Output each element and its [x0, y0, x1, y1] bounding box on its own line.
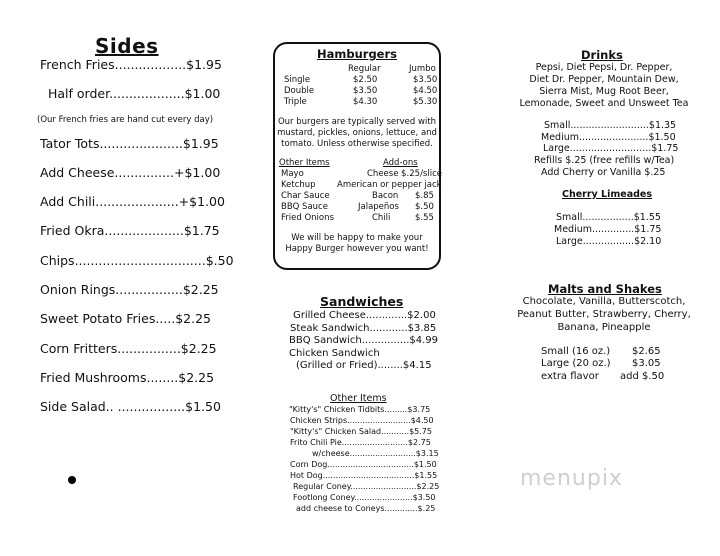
- burger-size: Single: [284, 75, 311, 85]
- menu-item: French Fries..................$1.95: [40, 57, 222, 72]
- menu-item: Side Salad.. .................$1.50: [40, 399, 221, 414]
- menu-item: add cheese to Coneys.............$.25: [296, 504, 436, 513]
- closing-note: We will be happy to make your: [291, 233, 423, 243]
- addon-price: $.85: [415, 191, 434, 201]
- menu-item: Grilled Cheese.............$2.00: [293, 310, 436, 321]
- addon: Chili: [372, 213, 391, 223]
- burger-price-jumbo: $5.30: [413, 97, 438, 107]
- menu-item: w/cheese..........................$3.15: [312, 449, 439, 458]
- closing-note: Happy Burger however you want!: [285, 244, 429, 254]
- burger-description: tomato. Unless otherwise specified.: [281, 139, 433, 149]
- malt-size: Small (16 oz.): [541, 346, 611, 357]
- drink-size: Medium.......................$1.50: [541, 132, 676, 143]
- burger-price-regular: $2.50: [353, 75, 378, 85]
- menu-note: (Our French fries are hand cut every day): [37, 115, 214, 125]
- refills-note: Refills $.25 (free refills w/Tea): [534, 155, 675, 166]
- column-header-regular: Regular: [348, 64, 381, 74]
- menu-item: Corn Fritters................$2.25: [40, 341, 217, 356]
- other-items-title: Other Items: [330, 393, 387, 404]
- malts-title: Malts and Shakes: [548, 282, 662, 296]
- addon-price: $.55: [415, 213, 434, 223]
- malt-size: Large (20 oz.): [541, 358, 611, 369]
- menu-item: Footlong Coney.......................$3.50: [293, 493, 436, 502]
- menu-item: "Kitty's" Chicken Salad...........$5.75: [290, 427, 432, 436]
- sandwiches-title: Sandwiches: [320, 294, 404, 309]
- burger-description: Our burgers are typically served with: [277, 117, 437, 127]
- burger-size: Double: [284, 86, 315, 96]
- malt-flavors: Chocolate, Vanilla, Butterscotch,: [522, 296, 686, 307]
- other-items-heading: Other Items: [279, 158, 330, 168]
- hamburgers-title: Hamburgers: [316, 47, 397, 61]
- column-header-jumbo: Jumbo: [409, 64, 436, 74]
- burger-price-jumbo: $4.50: [413, 86, 438, 96]
- malt-price: add $.50: [620, 371, 665, 382]
- addon: Bacon: [372, 191, 399, 201]
- hamburgers-box: [273, 42, 441, 270]
- drink-list: Sierra Mist, Mug Root Beer,: [539, 86, 669, 97]
- menu-item: "Kitty's" Chicken Tidbits.........$3.75: [289, 405, 431, 414]
- burger-price-regular: $4.30: [353, 97, 378, 107]
- malt-price: $3.05: [632, 358, 661, 369]
- addon: Cheese $.25/slice: [367, 169, 442, 179]
- other-item: BBQ Sauce: [281, 202, 328, 212]
- menu-item: Steak Sandwich............$3.85: [290, 323, 437, 334]
- limeades-title: Cherry Limeades: [562, 189, 653, 200]
- menu-item: Regular Coney..........................$2.25: [293, 482, 440, 491]
- menu-item: Fried Okra....................$1.75: [40, 223, 220, 238]
- menu-item: Add Cheese...............+$1.00: [40, 165, 221, 180]
- drink-size: Large...........................$1.75: [543, 143, 679, 154]
- menupix-watermark: menupix: [520, 466, 623, 491]
- drink-size: Small..........................$1.35: [544, 120, 677, 131]
- menu-item: Hot Dog....................................$1.55: [290, 471, 438, 480]
- malt-flavors: Banana, Pineapple: [557, 322, 651, 333]
- menu-item: BBQ Sandwich...............$4.99: [289, 335, 439, 346]
- limeade-size: Large.................$2.10: [556, 236, 662, 247]
- burger-description: mustard, pickles, onions, lettuce, and: [277, 128, 437, 138]
- limeade-size: Small.................$1.55: [556, 212, 661, 223]
- menu-item: Chips.................................$.50: [40, 253, 234, 268]
- menu-item: Sweet Potato Fries.....$2.25: [40, 311, 211, 326]
- bullet-dot: [68, 476, 76, 484]
- other-item: Mayo: [281, 169, 304, 179]
- addon: American or pepper jack: [337, 180, 442, 190]
- drink-list: Lemonade, Sweet and Unsweet Tea: [519, 98, 689, 109]
- menu-item: Chicken Sandwich: [289, 348, 380, 359]
- sides-title: Sides: [95, 34, 159, 58]
- burger-price-regular: $3.50: [353, 86, 378, 96]
- other-item: Ketchup: [281, 180, 316, 190]
- menu-item: Half order...................$1.00: [48, 86, 221, 101]
- drink-list: Diet Dr. Pepper, Mountain Dew,: [529, 74, 679, 85]
- menu-item: Corn Dog..................................$1.50: [290, 460, 437, 469]
- drinks-title: Drinks: [581, 48, 623, 62]
- addon: Jalapeños: [358, 202, 399, 212]
- malt-size: extra flavor: [541, 371, 599, 382]
- menu-item: Add Chili.....................+$1.00: [40, 194, 225, 209]
- menu-item: Tator Tots.....................$1.95: [40, 136, 219, 151]
- burger-price-jumbo: $3.50: [413, 75, 438, 85]
- other-item: Char Sauce: [281, 191, 330, 201]
- limeade-size: Medium..............$1.75: [554, 224, 662, 235]
- malt-price: $2.65: [632, 346, 661, 357]
- drink-list: Pepsi, Diet Pepsi, Dr. Pepper,: [535, 62, 673, 73]
- addons-heading: Add-ons: [383, 158, 418, 168]
- burger-size: Triple: [284, 97, 307, 107]
- menu-item: Fried Mushrooms........$2.25: [40, 370, 215, 385]
- menu-item: (Grilled or Fried)........$4.15: [296, 360, 432, 371]
- flavor-note: Add Cherry or Vanilla $.25: [541, 167, 666, 178]
- menu-item: Frito Chili Pie..........................$2.75: [290, 438, 431, 447]
- malt-flavors: Peanut Butter, Strawberry, Cherry,: [517, 309, 691, 320]
- other-item: Fried Onions: [281, 213, 334, 223]
- menu-item: Onion Rings.................$2.25: [40, 282, 219, 297]
- menu-item: Chicken Strips.........................$4.50: [290, 416, 434, 425]
- addon-price: $.50: [415, 202, 434, 212]
